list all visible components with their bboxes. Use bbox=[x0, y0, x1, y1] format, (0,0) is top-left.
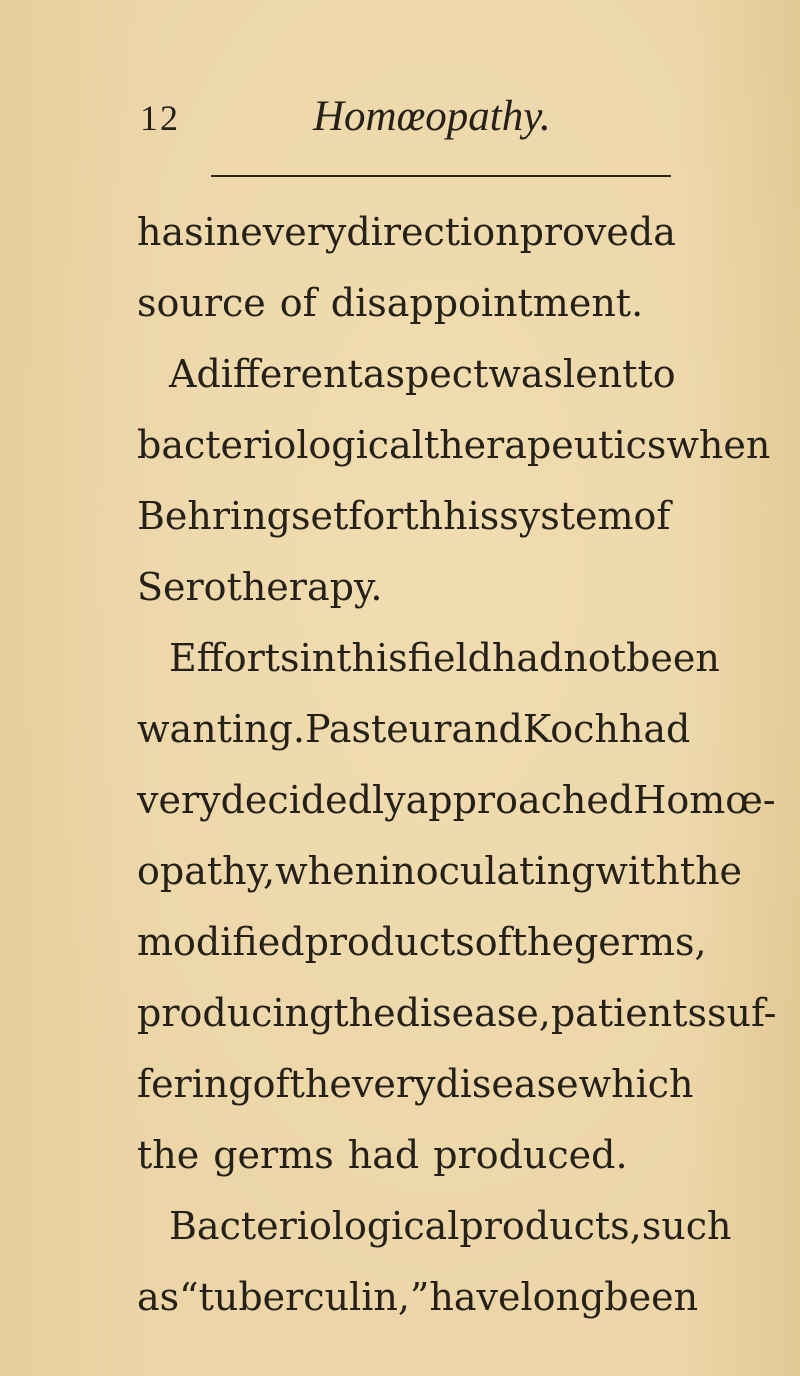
word: source bbox=[137, 281, 266, 325]
word: when bbox=[666, 423, 771, 467]
word: therapeutics bbox=[423, 423, 667, 467]
word: Behring bbox=[137, 494, 292, 538]
text-line bbox=[137, 197, 676, 268]
word: disease bbox=[435, 1062, 579, 1106]
word: Koch bbox=[522, 707, 619, 751]
word: bacteriological bbox=[137, 423, 424, 467]
word: fering bbox=[137, 1062, 253, 1106]
word: long bbox=[520, 1275, 605, 1319]
word: which bbox=[578, 1062, 694, 1106]
word: direction bbox=[346, 210, 520, 254]
text-line bbox=[137, 694, 691, 765]
word: Efforts bbox=[169, 636, 300, 680]
word: in bbox=[299, 636, 337, 680]
word: the bbox=[137, 1133, 200, 1177]
word: different bbox=[196, 352, 363, 396]
text-line bbox=[137, 907, 707, 978]
word: products bbox=[304, 920, 475, 964]
word: this bbox=[336, 636, 408, 680]
text-line bbox=[137, 339, 676, 410]
word: the bbox=[511, 920, 574, 964]
word: was bbox=[488, 352, 564, 396]
word: decidedly bbox=[220, 778, 406, 822]
word: approached bbox=[405, 778, 634, 822]
page-number: 12 bbox=[140, 98, 180, 138]
word: when bbox=[275, 849, 380, 893]
word: produced. bbox=[433, 1133, 628, 1177]
word: Homœ- bbox=[633, 778, 776, 822]
word: patients bbox=[550, 991, 707, 1035]
word: wanting. bbox=[137, 707, 305, 751]
text-line bbox=[137, 978, 777, 1049]
header-rule bbox=[211, 175, 671, 177]
word: been bbox=[626, 636, 720, 680]
word: very bbox=[137, 778, 221, 822]
word: of bbox=[474, 920, 512, 964]
word: opathy, bbox=[137, 849, 276, 893]
text-line bbox=[137, 836, 743, 907]
word: aspect bbox=[362, 352, 489, 396]
word: forth bbox=[348, 494, 444, 538]
word: have bbox=[429, 1275, 521, 1319]
word: very bbox=[351, 1062, 436, 1106]
word: inoculating bbox=[379, 849, 596, 893]
word: of bbox=[252, 1062, 290, 1106]
word: not bbox=[563, 636, 627, 680]
word: and bbox=[451, 707, 523, 751]
word: been bbox=[604, 1275, 699, 1319]
word: “tuberculin,” bbox=[179, 1275, 430, 1319]
word: Pasteur bbox=[304, 707, 452, 751]
text-line bbox=[137, 481, 671, 552]
word: his bbox=[443, 494, 500, 538]
word: a bbox=[653, 210, 676, 254]
text-line bbox=[137, 552, 657, 623]
word: to bbox=[637, 352, 676, 396]
text-line bbox=[137, 268, 657, 339]
word: had bbox=[347, 1133, 420, 1177]
word: with bbox=[595, 849, 680, 893]
word: field bbox=[407, 636, 492, 680]
word: had bbox=[618, 707, 691, 751]
word: lent bbox=[563, 352, 638, 396]
word: of bbox=[279, 281, 317, 325]
text-line bbox=[137, 1262, 699, 1333]
word: such bbox=[641, 1204, 732, 1248]
word: A bbox=[169, 352, 197, 396]
word: set bbox=[291, 494, 349, 538]
word: disease, bbox=[395, 991, 551, 1035]
word: disappointment. bbox=[330, 281, 644, 325]
word: modified bbox=[137, 920, 305, 964]
word: producing bbox=[137, 991, 334, 1035]
text-line bbox=[137, 765, 776, 836]
text-line bbox=[137, 623, 720, 694]
word: the bbox=[289, 1062, 352, 1106]
word: system bbox=[499, 494, 634, 538]
text-line bbox=[137, 1049, 694, 1120]
word: Serotherapy. bbox=[137, 565, 383, 609]
word: of bbox=[633, 494, 671, 538]
word: has bbox=[137, 210, 204, 254]
running-title: Homœopathy. bbox=[313, 93, 551, 140]
word: every bbox=[240, 210, 347, 254]
word: suf- bbox=[706, 991, 777, 1035]
word: the bbox=[333, 991, 396, 1035]
text-line bbox=[137, 410, 771, 481]
word: as bbox=[137, 1275, 180, 1319]
text-line bbox=[137, 1191, 732, 1262]
body-text bbox=[137, 197, 777, 1333]
text-line bbox=[137, 1120, 657, 1191]
word: products, bbox=[459, 1204, 642, 1248]
word: germs, bbox=[573, 920, 707, 964]
word: Bacteriological bbox=[169, 1204, 460, 1248]
word: had bbox=[491, 636, 564, 680]
word: germs bbox=[213, 1133, 334, 1177]
word: the bbox=[679, 849, 743, 893]
word: in bbox=[203, 210, 241, 254]
word: proved bbox=[519, 210, 654, 254]
